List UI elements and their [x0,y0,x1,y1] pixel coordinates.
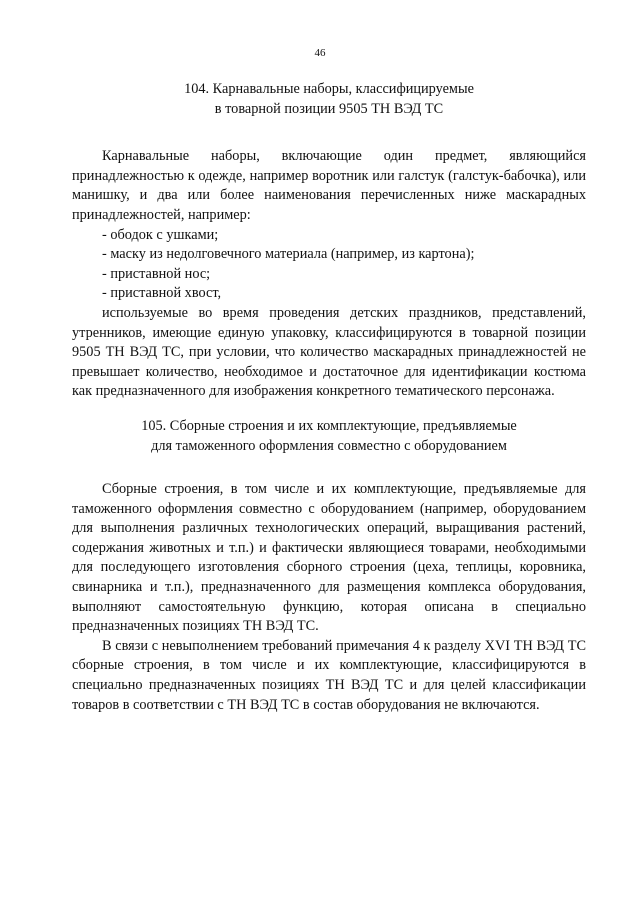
section-104-item: - приставной хвост, [102,285,222,302]
section-104-heading [72,80,586,119]
section-104-heading-line-2: в товарной позиции 9505 ТН ВЭД ТС [214,100,444,117]
section-105-heading-line-1: 105. Сборные строения и их комплектующие, предъявляемые [141,417,517,434]
section-104-intro: Карнавальные наборы, включающие один предмет, являющийся принадлежностью к одежде, например воротник или галстук (галстук-бабочка), или манишку, и два или более наименования перечисленных ниже маскарадных принадлежностей, например: [72,148,586,223]
section-104-conclusion: используемые во время проведения детских праздников, представлений, утренников, имеющие единую упаковку, классифицируются в товарной позиции 9505 ТН ВЭД ТС, при условии, что количество маскарадных принадлежностей не превышает количество, необходимое и достаточное для идентификации костюма как предназначенного для изображения конкретного тематического персонажа. [72,304,586,400]
section-104-heading-line-1: 104. Карнавальные наборы, классифицируемые [184,81,474,97]
section-104-item: - приставной нос; [102,265,211,282]
section-105-heading-line-2: для таможенного оформления совместно с оборудованием [151,437,507,454]
page-content [72,80,586,715]
section-105-heading [72,417,586,456]
section-105-paragraph-1: Сборные строения, в том числе и их комплектующие, предъявляемые для таможенного оформления совместно с оборудованием (например, оборудованием для выполнения различных технологических операций, выращивания растений, содержания животных и т.п.) и фактически являющиеся товарами, необходимыми для последующего изготовления сборного строения (цеха, теплицы, коровника, свинарника и т.п.), предназначенного для размещения комплекса оборудования, выполняют самостоятельную функцию, которая описана в специально предназначенных позициях ТН ВЭД ТС. [72,481,586,635]
page-number: 46 [314,47,326,59]
section-104-items [72,226,586,304]
section-104-item: - ободок с ушками; [102,226,219,243]
section-104-item: - маску из недолговечного материала (например, из картона); [102,246,475,263]
section-105-paragraph-2: В связи с невыполнением требований примечания 4 к разделу XVI ТН ВЭД ТС сборные строения, в том числе и их комплектующие, классифицируются в специально предназначенных позициях ТН ВЭД ТС и для целей классификации товаров в соответствии с ТН ВЭД ТС в состав оборудования не включаются. [72,637,586,713]
